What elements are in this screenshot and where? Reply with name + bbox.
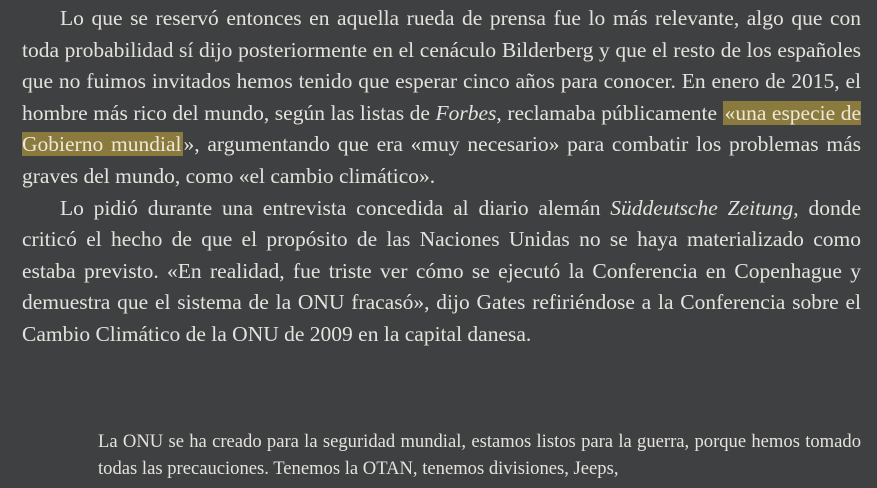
paragraph-2-text-a: Lo pidió durante una entrevista concedida al diario alemán [60,195,611,220]
paragraph-2-text-b: , donde criticó el hecho de que el propósito de las Naciones Unidas no se haya materializado como estaba previsto. «En realidad, fue triste ver cómo se ejecutó la Conferencia en Copenhague y demuestra que el sistema de la ONU fracasó», dijo Gates refiriéndose a la Conferencia sobre el Cambio Climático de la ONU de 2009 en la capital danesa. [22,195,862,346]
italic-forbes: Forbes [435,100,497,125]
paragraph-1 [22,0,861,193]
paragraph-1-text-b: , reclamaba públicamente [496,100,723,125]
italic-newspaper: Süddeutsche Zeitung [610,195,794,220]
paragraph-2 [22,193,861,351]
block-quote: La ONU se ha creado para la seguridad mundial, estamos listos para la guerra, porque hemos tomado todas las precauciones. Tenemos la OTAN, tenemos divisiones, Jeeps, [98,431,861,479]
paragraph-1-text-c: », argumentando que era «muy necesario» para combatir los problemas más graves del mundo, como «el cambio climático». [22,132,861,188]
paragraph-1-text-a: Lo que se reservó entonces en aquella rueda de prensa fue lo más relevante, algo que con toda probabilidad sí dijo posteriormente en el cenáculo Bilderberg y que el resto de los españoles que no fuimos invitados hemos tenido que esperar cinco años para conocer. En enero de 2015, el hombre más rico del mundo, según las listas de [22,6,861,125]
highlighted-quote[interactable]: «una especie de Gobierno mundial [22,100,861,157]
